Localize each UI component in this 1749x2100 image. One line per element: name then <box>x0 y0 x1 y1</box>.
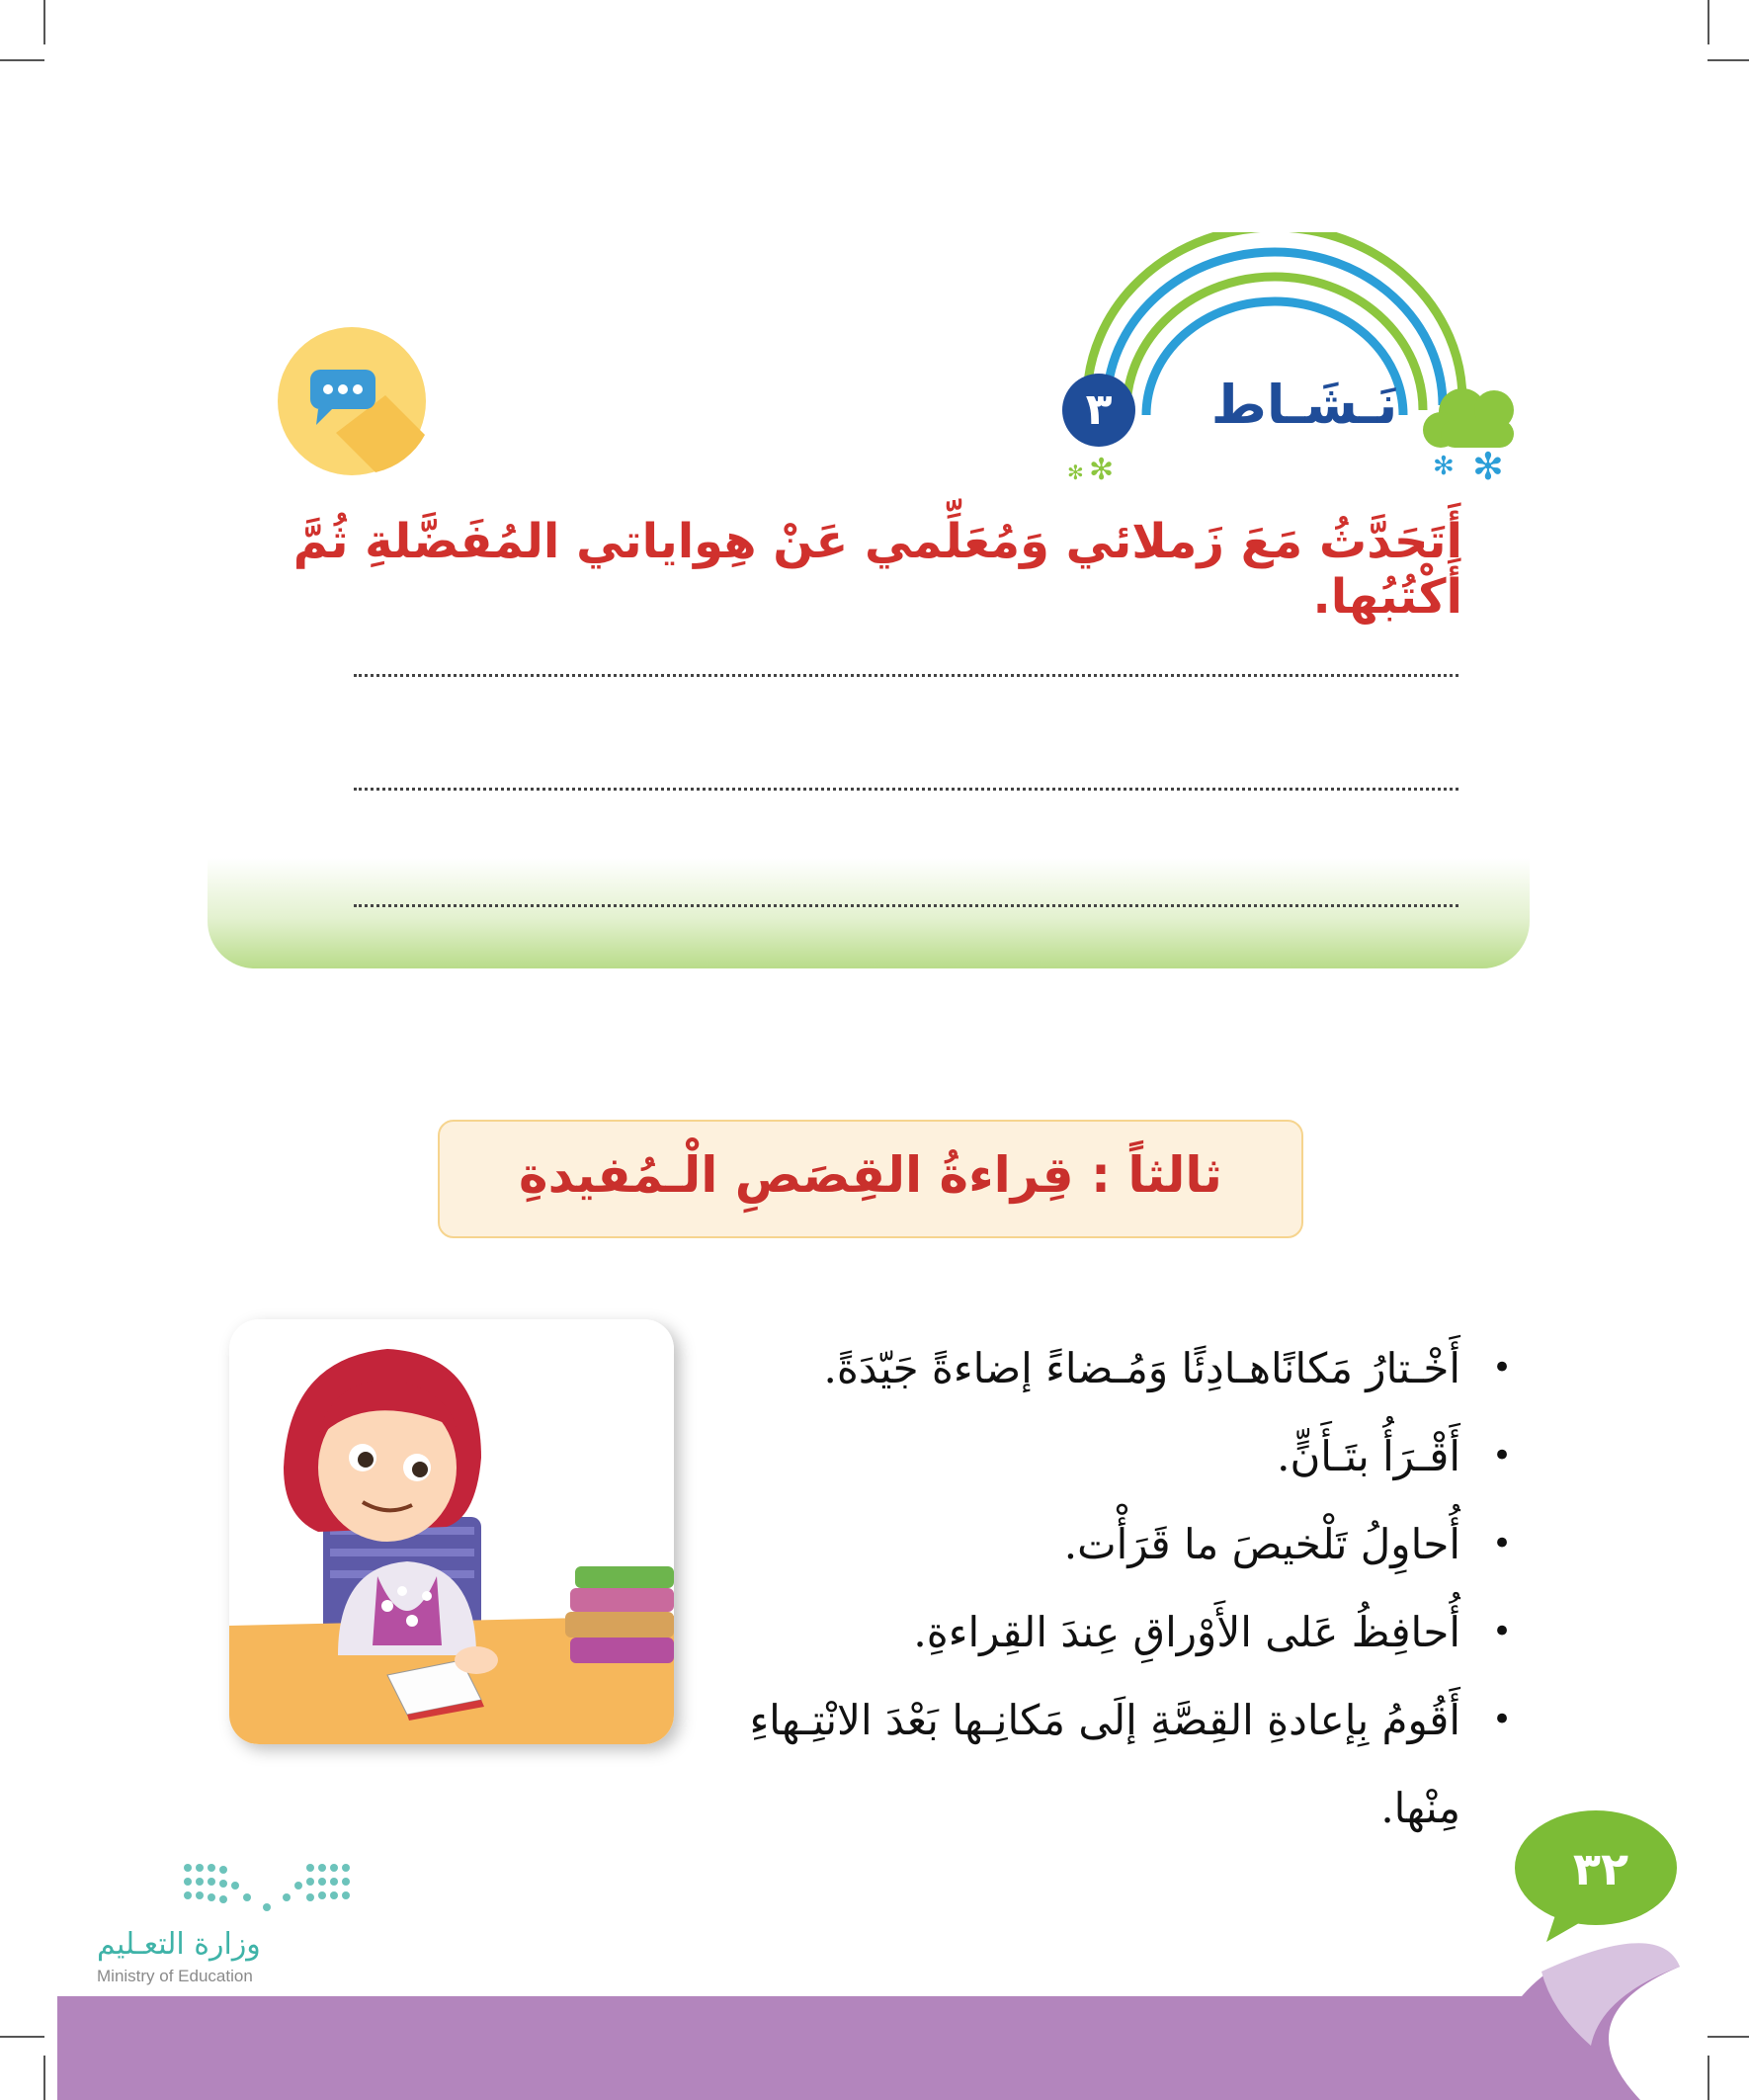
activity-title: نَـشَـاط <box>1210 374 1398 436</box>
girl-reading-illustration <box>229 1319 674 1744</box>
activity-number: ٣ <box>1062 374 1135 447</box>
bullet-icon: • <box>1491 1348 1512 1387</box>
rainbow-decoration <box>1028 232 1522 489</box>
crop-mark <box>1707 0 1709 44</box>
writing-line[interactable] <box>354 788 1458 791</box>
list-item: • أَقْـرَأُ بتَـأَنٍّ. <box>682 1412 1512 1500</box>
crop-mark <box>0 59 44 61</box>
list-item: • أَخْـتارُ مَكانًاهـادِئًا وَمُـضاءً إضاءةً جَيّدَةً. <box>682 1324 1512 1412</box>
crop-mark <box>1707 59 1749 61</box>
ministry-logo-icon <box>178 1858 356 1917</box>
crop-mark <box>43 0 45 44</box>
section-title: ثالثاً : قِراءةُ القِصَصِ الْـمُفيدةِ <box>519 1146 1222 1204</box>
bullet-icon: • <box>1491 1612 1512 1651</box>
bullet-icon: • <box>1491 1700 1512 1739</box>
svg-text:✻: ✻ <box>1089 453 1115 487</box>
flower-icon <box>1433 445 1504 488</box>
list-item: • أُحاوِلُ تَلْخيصَ ما قَرَأْت. <box>682 1500 1512 1588</box>
svg-text:✻: ✻ <box>1067 461 1084 484</box>
list-item: • أَقُومُ بِإعادةِ القِصَّةِ إلَى مَكانِـها بَعْدَ الانْتِـهاءِ مِنْها. <box>682 1676 1512 1764</box>
writing-line[interactable] <box>354 674 1458 677</box>
list-item: • أُحافِظُ عَلى الأَوْراقِ عِندَ القِراءةِ. <box>682 1588 1512 1676</box>
page-number: ٣٢ <box>1572 1842 1629 1895</box>
ministry-name-arabic: وزارة التعـليم <box>97 1927 261 1962</box>
tips-list <box>682 1324 1512 1832</box>
writing-line[interactable] <box>354 904 1458 907</box>
bullet-icon: • <box>1491 1436 1512 1475</box>
activity-instruction: أَتَحَدَّثُ مَعَ زَملائي وَمُعَلِّمي عَنْ هِواياتي المُفَضَّلةِ ثُمَّ أَكْتُبُها. <box>292 514 1462 625</box>
flower-icon <box>1067 453 1114 487</box>
svg-text:✻: ✻ <box>1433 452 1455 481</box>
chat-bubble-icon <box>277 326 427 476</box>
bullet-icon: • <box>1491 1524 1512 1563</box>
ministry-name-english: Ministry of Education <box>97 1967 253 1985</box>
footer-wave <box>0 1897 1749 2100</box>
green-band <box>208 858 1530 968</box>
svg-text:✻: ✻ <box>1472 445 1504 488</box>
cloud-icon <box>1423 388 1514 448</box>
